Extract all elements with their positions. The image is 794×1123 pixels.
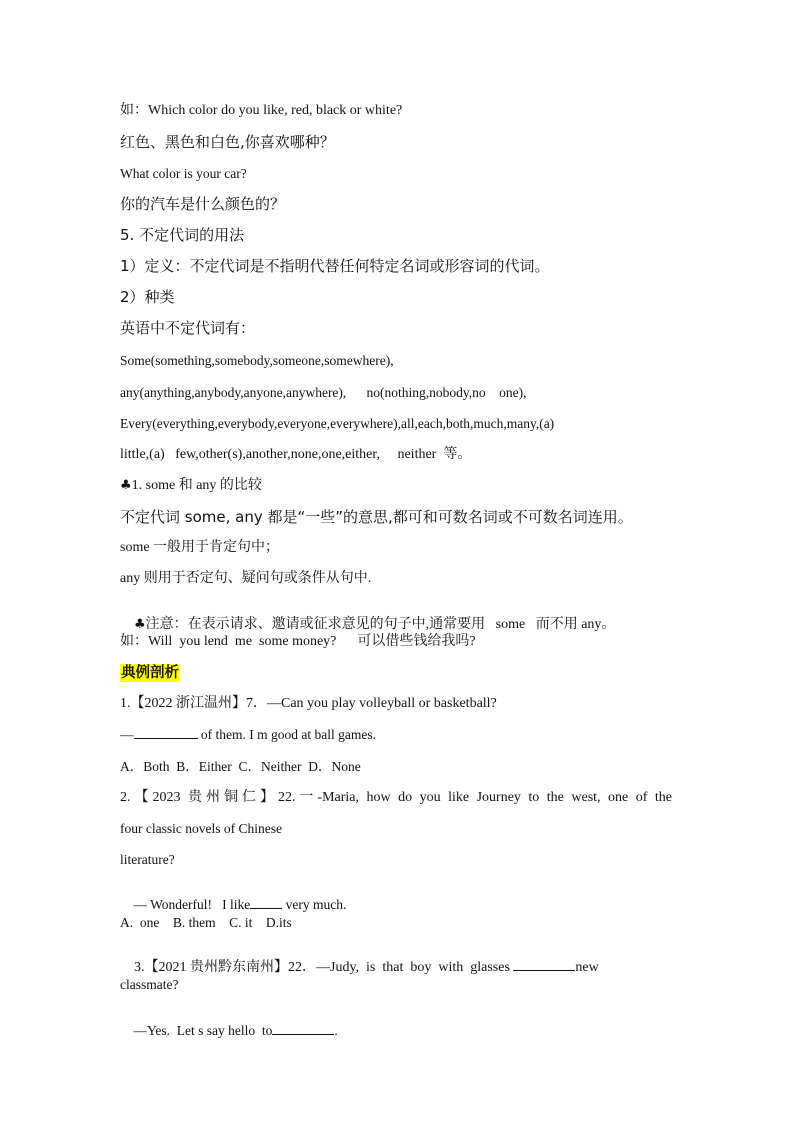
translation-what-color: 你的汽车是什么颜色的？ [120, 195, 286, 213]
question-2-answer-post: very much. [282, 896, 347, 912]
example-which-color: 如：Which color do you like, red, black or white? [120, 103, 403, 118]
comparison-heading-text: 1. some 和 any 的比较 [131, 478, 262, 493]
question-1-options: A．Both B．Either C．Neither D．None [120, 759, 361, 774]
question-2-stem: 2.【2023 贵州铜仁】22.一-Maria, how do you like Journey to the west, one of the [120, 790, 672, 805]
example-what-color: What color is your car? [120, 166, 247, 181]
question-3-line-2: classmate? [120, 977, 179, 992]
answer-blank [134, 737, 198, 739]
pronoun-list-any: any(anything,anybody,anyone,anywhere), no(nothing,nobody,no one), [120, 385, 527, 400]
club-icon: ♣ [134, 617, 146, 632]
some-any-comparison-heading [120, 479, 680, 493]
question-3-answer-line [120, 1010, 680, 1051]
question-3-answer-post: . [334, 1022, 338, 1038]
answer-blank [272, 1033, 334, 1035]
heading-indefinite-pronouns: 5. 不定代词的用法 [120, 226, 245, 244]
question-1-stem: 1.【2022 浙江温州】7．—Can you play volleyball or basketball? [120, 696, 497, 711]
section-title-line [120, 665, 680, 681]
question-1-text: of them. I m good at ball games. [197, 727, 376, 742]
note-text: 注意：在表示请求、邀请或征求意见的句子中,通常要用 some 而不用 any。 [145, 617, 616, 632]
question-2-line-2: four classic novels of Chinese [120, 821, 282, 836]
definition-line: 1）定义：不定代词是不指明代替任何特定名词或形容词的代词。 [120, 257, 550, 275]
pronoun-list-intro: 英语中不定代词有： [120, 319, 256, 337]
some-usage: some 一般用于肯定句中； [120, 540, 280, 555]
answer-blank [250, 907, 282, 909]
question-3-stem-pre: 3.【2021 贵州黔东南州】22．—Judy, is that boy with glasses [134, 960, 514, 975]
pronoun-list-every: Every(everything,everybody,everyone,everywhere),all,each,both,much,many,(a) [120, 416, 555, 431]
question-2-options: A. one B. them C. it D.its [120, 915, 292, 930]
pronoun-list-some: Some(something,somebody,someone,somewhere), [120, 353, 394, 368]
question-3-answer-pre: —Yes. Let s say hello to [133, 1022, 273, 1038]
types-heading: 2）种类 [120, 288, 175, 306]
some-any-meaning: 不定代词 some, any 都是“一些”的意思,都可和可数名词或不可数名词连用。 [120, 508, 633, 526]
any-usage: any 则用于否定句、疑问句或条件从句中. [120, 571, 372, 586]
question-2-line-3: literature? [120, 852, 175, 867]
dash: — [120, 727, 134, 742]
pronoun-list-little: little,(a) few,other(s),another,none,one,either, neither 等。 [120, 447, 472, 462]
section-title: 典例剖析 [121, 665, 179, 681]
club-icon: ♣ [120, 478, 132, 493]
question-2-answer-pre: — Wonderful! I like [133, 896, 251, 912]
answer-blank [513, 969, 575, 971]
question-3-stem-post: new [575, 960, 599, 975]
translation-which-color: 红色、黑色和白色,你喜欢哪种？ [120, 133, 335, 151]
question-1-answer-line [120, 728, 680, 742]
example-lend-money: 如：Will you lend me some money? 可以借些钱给我吗? [120, 634, 476, 649]
